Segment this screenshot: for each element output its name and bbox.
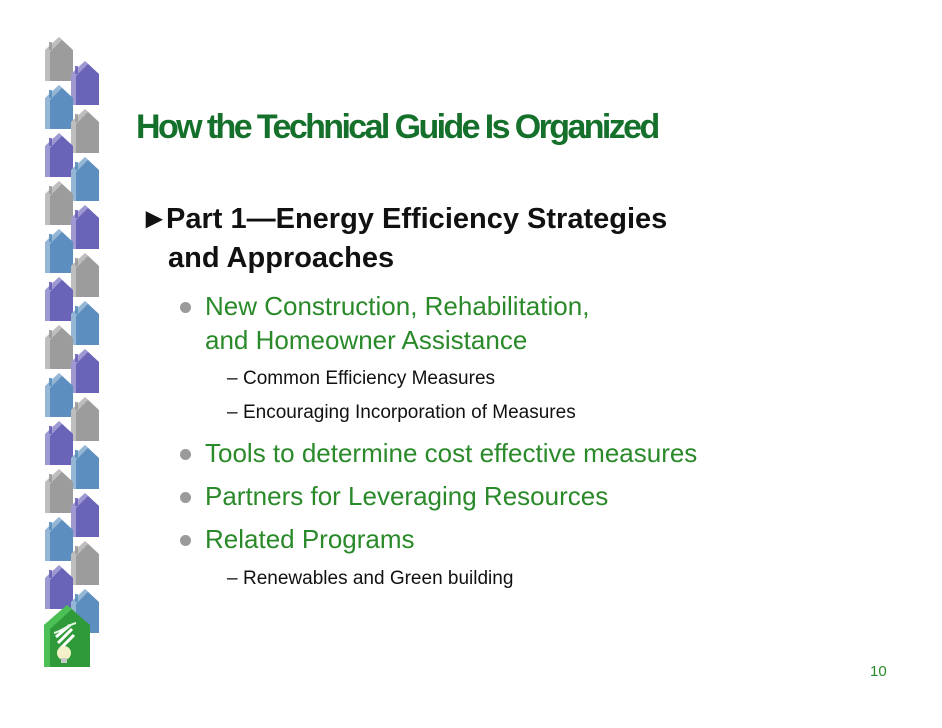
sub-item-text: Encouraging Incorporation of Measures bbox=[243, 402, 576, 423]
level1-item bbox=[140, 200, 780, 278]
bullet-dot-icon bbox=[180, 535, 191, 546]
bullet-item bbox=[178, 479, 818, 513]
bullet-dot-icon bbox=[180, 449, 191, 460]
level1-line1: Part 1—Energy Efficiency Strategies bbox=[166, 203, 668, 235]
house-icon bbox=[70, 252, 100, 298]
house-icon bbox=[70, 444, 100, 490]
house-icon bbox=[70, 60, 100, 106]
bullet-dot-icon bbox=[180, 302, 191, 313]
level1-line2: and Approaches bbox=[168, 242, 395, 274]
house-icon bbox=[70, 396, 100, 442]
bullet-line1: New Construction, Rehabilitation, bbox=[205, 291, 590, 321]
house-icon bbox=[70, 300, 100, 346]
house-icon bbox=[70, 108, 100, 154]
bullet-dot-icon bbox=[180, 492, 191, 503]
bullet-line2: and Homeowner Assistance bbox=[205, 325, 528, 355]
house-icon bbox=[70, 540, 100, 586]
dash-marker: – bbox=[227, 568, 238, 589]
sub-item bbox=[227, 366, 827, 392]
bullet-item bbox=[178, 522, 818, 556]
pointer-arrow-icon: ► bbox=[140, 203, 169, 235]
bullet-line1: Related Programs bbox=[205, 524, 415, 554]
dash-marker: – bbox=[227, 402, 238, 423]
decorative-house-column bbox=[36, 36, 116, 676]
bullet-item bbox=[178, 289, 818, 357]
sub-item-text: Common Efficiency Measures bbox=[243, 368, 496, 389]
page-number: 10 bbox=[870, 663, 887, 680]
house-icon bbox=[70, 348, 100, 394]
bullet-line1: Partners for Leveraging Resources bbox=[205, 481, 609, 511]
dash-marker: – bbox=[227, 368, 238, 389]
sub-item-text: Renewables and Green building bbox=[243, 568, 514, 589]
bullet-item bbox=[178, 436, 818, 470]
house-icon bbox=[70, 492, 100, 538]
house-icon bbox=[70, 204, 100, 250]
sub-item bbox=[227, 400, 827, 426]
bullet-line1: Tools to determine cost effective measures bbox=[205, 438, 698, 468]
house-icon bbox=[70, 156, 100, 202]
slide-title: How the Technical Guide Is Organized bbox=[136, 108, 658, 146]
sub-item bbox=[227, 566, 827, 592]
energy-house-logo-icon bbox=[42, 603, 92, 669]
